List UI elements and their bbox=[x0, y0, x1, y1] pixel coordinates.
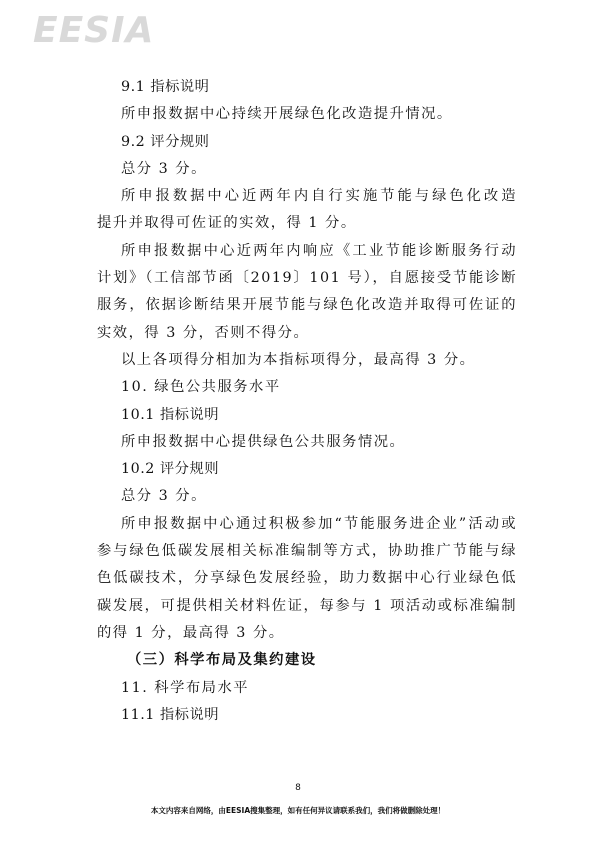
section-heading: （三）科学布局及集约建设 bbox=[127, 652, 317, 669]
heading-10: 10. 绿色公共服务水平 bbox=[121, 379, 281, 396]
subheading-9-1: 9.1 指标说明 bbox=[121, 79, 210, 95]
document-body bbox=[97, 74, 517, 729]
paragraph: 所申报数据中心近两年内响应《工业节能诊断服务行动 bbox=[121, 242, 517, 259]
subheading-10-1: 10.1 指标说明 bbox=[121, 406, 220, 423]
paragraph: 所申报数据中心提供绿色公共服务情况。 bbox=[121, 433, 406, 450]
eesia-logo: EESIA bbox=[33, 10, 155, 51]
paragraph: 计划》（工信部节函〔2019〕101 号），自愿接受节能诊断 bbox=[97, 270, 517, 287]
paragraph: 参与绿色低碳发展相关标准编制等方式，协助推广节能与绿 bbox=[97, 543, 517, 560]
paragraph: 碳发展，可提供相关材料佐证，每参与 1 项活动或标准编制 bbox=[97, 597, 517, 614]
paragraph: 色低碳技术，分享绿色发展经验，助力数据中心行业绿色低 bbox=[97, 570, 517, 587]
paragraph: 服务，依据诊断结果开展节能与绿色化改造并取得可佐证的 bbox=[97, 297, 517, 314]
paragraph: 以上各项得分相加为本指标项得分，最高得 3 分。 bbox=[121, 351, 476, 368]
subheading-11-1: 11.1 指标说明 bbox=[121, 706, 220, 723]
subheading-9-2: 9.2 评分规则 bbox=[121, 133, 210, 150]
paragraph: 提升并取得可佐证的实效，得 1 分。 bbox=[97, 215, 357, 232]
paragraph: 总分 3 分。 bbox=[121, 488, 207, 505]
paragraph: 所申报数据中心近两年内自行实施节能与绿色化改造 bbox=[121, 188, 517, 205]
subheading-10-2: 10.2 评分规则 bbox=[121, 461, 220, 478]
paragraph: 总分 3 分。 bbox=[121, 160, 207, 177]
footer-disclaimer: 本文内容来自网络，由EESIA搜集整理，如有任何异议请联系我们，我们将做删除处理！ bbox=[150, 806, 446, 815]
paragraph: 所申报数据中心通过积极参加“节能服务进企业”活动或 bbox=[121, 515, 517, 532]
paragraph: 的得 1 分，最高得 3 分。 bbox=[97, 624, 285, 641]
heading-11: 11. 科学布局水平 bbox=[121, 679, 250, 696]
paragraph: 所申报数据中心持续开展绿色化改造提升情况。 bbox=[121, 106, 453, 123]
paragraph: 实效，得 3 分，否则不得分。 bbox=[97, 324, 310, 341]
page-number: 8 bbox=[295, 783, 301, 793]
